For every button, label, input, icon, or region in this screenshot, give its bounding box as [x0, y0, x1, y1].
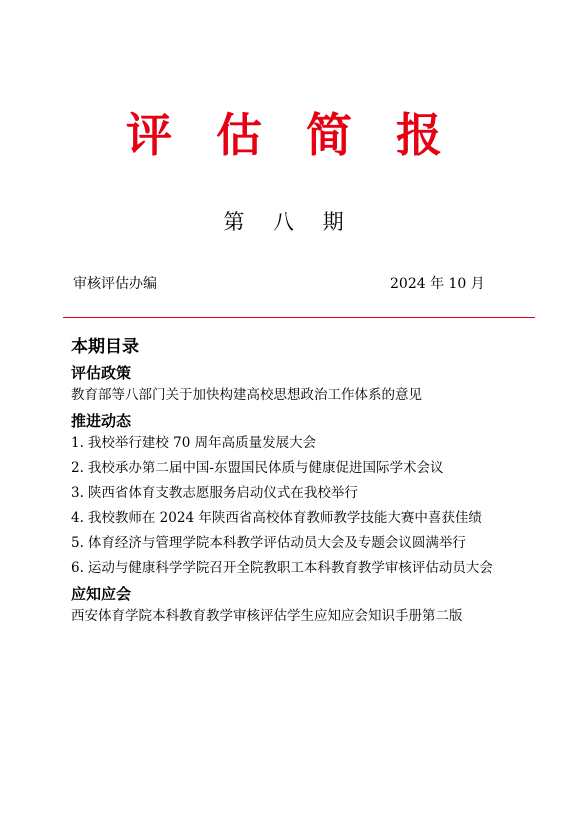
- toc-entry-number: 6.: [71, 560, 84, 576]
- toc-entry[interactable]: [71, 558, 551, 579]
- toc-entry[interactable]: [71, 483, 551, 504]
- table-of-contents: [71, 336, 551, 631]
- section-heading-policy: 评估政策: [71, 364, 132, 382]
- editor-label: 审核评估办编: [73, 276, 157, 292]
- toc-entry-number: 1.: [71, 435, 84, 451]
- bulletin-title: 评 估 简 报: [125, 108, 457, 162]
- toc-entry-text: 我校举行建校 70 周年高质量发展大会: [87, 435, 317, 451]
- toc-entry-text: 运动与健康科学学院召开全院教职工本科教育教学审核评估动员大会: [87, 560, 493, 576]
- section-heading-progress: 推进动态: [71, 412, 132, 430]
- toc-entry-text: 我校教师在 2024 年陕西省高校体育教师教学技能大赛中喜获佳绩: [87, 510, 482, 526]
- toc-entry-text: 西安体育学院本科教育教学审核评估学生应知应会知识手册第二版: [71, 608, 463, 624]
- header-divider: [63, 317, 535, 318]
- toc-entry-number: 2.: [71, 460, 84, 476]
- toc-entry-text: 陕西省体育支教志愿服务启动仪式在我校举行: [87, 485, 358, 501]
- toc-entry[interactable]: [71, 508, 551, 529]
- publish-date: 2024 年 10 月: [390, 276, 485, 292]
- toc-entry[interactable]: [71, 533, 551, 554]
- toc-heading: 本期目录: [71, 337, 139, 357]
- toc-entry-number: 3.: [71, 485, 84, 501]
- toc-entry-number: 4.: [71, 510, 84, 526]
- toc-entry-text: 体育经济与管理学院本科教学评估动员大会及专题会议圆满举行: [87, 535, 466, 551]
- issue-number: 第 八 期: [223, 210, 355, 234]
- toc-entry[interactable]: [71, 606, 551, 627]
- toc-entry[interactable]: [71, 385, 551, 406]
- toc-entry-text: 教育部等八部门关于加快构建高校思想政治工作体系的意见: [71, 387, 422, 403]
- toc-entry-number: 5.: [71, 535, 84, 551]
- toc-entry-text: 我校承办第二届中国-东盟国民体质与健康促进国际学术会议: [87, 460, 444, 476]
- toc-entry[interactable]: [71, 433, 551, 454]
- section-heading-knowledge: 应知应会: [71, 585, 132, 603]
- toc-entry[interactable]: [71, 458, 551, 479]
